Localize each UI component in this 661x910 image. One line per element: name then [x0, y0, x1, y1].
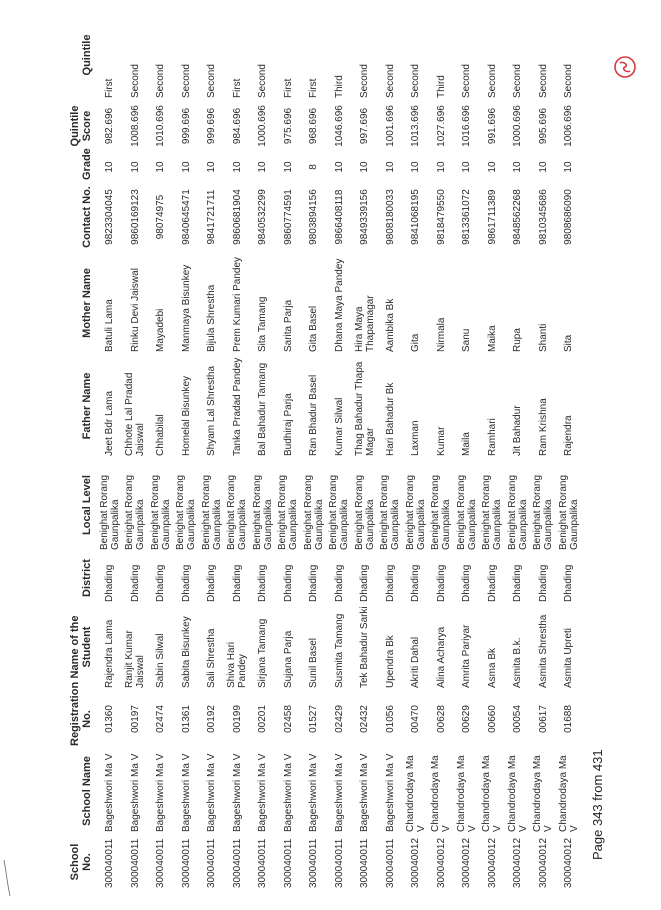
cell-father: Rajendra [563, 415, 575, 456]
table-row [505, 10, 531, 890]
table-row [327, 10, 353, 890]
cell-school-name: Chandrodaya Ma V [455, 755, 478, 832]
cell-score: 1016.696 [461, 105, 473, 147]
cell-contact: 9818479550 [435, 189, 447, 245]
cell-contact: 9808180033 [384, 189, 396, 245]
cell-reg-no: 01361 [180, 705, 192, 733]
cell-contact: 9840532299 [257, 189, 269, 245]
cell-mother: Rinku Devi Jaiswal [129, 268, 141, 352]
cell-local-level: Benighat Rorang Gaunpalika [481, 474, 504, 550]
cell-father: Chhote Lal Pradad Jaiswal [124, 372, 147, 456]
cell-school-name: Bageshwori Ma V [282, 753, 294, 832]
cell-student: Sirjana Tamang [257, 618, 269, 688]
cell-school-name: Bageshwori Ma V [129, 753, 141, 832]
table-row [531, 10, 557, 890]
cell-district: Dhading [537, 564, 549, 602]
cell-reg-no: 02429 [333, 705, 345, 733]
table-row [556, 10, 582, 890]
cell-local-level: Benighat Rorang Gaunpalika [557, 474, 580, 550]
cell-local-level: Benighat Rorang Gaunpalika [98, 474, 121, 550]
cell-local-level: Benighat Rorang Gaunpalika [430, 474, 453, 550]
cell-father: Bal Bahadur Tamang [257, 362, 269, 456]
cell-grade: 10 [384, 161, 396, 173]
cell-reg-no: 00201 [257, 705, 269, 733]
table-row [148, 10, 174, 890]
cell-grade: 10 [129, 161, 141, 173]
cell-grade: 10 [180, 161, 192, 173]
cell-district: Dhading [359, 564, 371, 602]
cell-score: 999.696 [206, 107, 218, 145]
cell-score: 1000.696 [512, 105, 524, 147]
cell-score: 991.696 [486, 107, 498, 145]
cell-mother: Dhana Maya Pandey [333, 258, 345, 352]
cell-school-name: Chandrodaya Ma V [481, 755, 504, 832]
cell-grade: 10 [104, 161, 116, 173]
cell-reg-no: 00470 [410, 705, 422, 733]
cell-contact: 98074975 [155, 194, 167, 240]
header-district: District [81, 559, 93, 597]
cell-contact: 9823304045 [104, 189, 116, 245]
cell-mother: Bijula Shrestha [206, 284, 218, 352]
cell-grade: 10 [537, 161, 549, 173]
cell-school-name: Bageshwori Ma V [359, 753, 371, 832]
cell-score: 995.696 [537, 107, 549, 145]
cell-district: Dhading [155, 564, 167, 602]
cell-father: Ramhari [486, 418, 498, 456]
cell-quintile: Second [206, 64, 218, 98]
cell-mother: Sanu [461, 328, 473, 352]
cell-school-name: Bageshwori Ma V [257, 753, 269, 832]
cell-grade: 10 [206, 161, 218, 173]
cell-reg-no: 01360 [104, 705, 116, 733]
cell-contact: 9813361072 [461, 189, 473, 245]
cell-local-level: Benighat Rorang Gaunpalika [404, 474, 427, 550]
cell-local-level: Benighat Rorang Gaunpalika [353, 474, 376, 550]
cell-school-no: 300040011 [257, 838, 269, 888]
cell-school-name: Chandrodaya Ma V [532, 755, 555, 832]
table-row [480, 10, 506, 890]
cell-score: 1000.696 [257, 105, 269, 147]
table-row [199, 10, 225, 890]
cell-score: 975.696 [282, 107, 294, 145]
cell-school-name: Bageshwori Ma V [308, 753, 320, 832]
cell-district: Dhading [104, 564, 116, 602]
cell-grade: 10 [435, 161, 447, 173]
cell-district: Dhading [486, 564, 498, 602]
cell-local-level: Benighat Rorang Gaunpalika [455, 474, 478, 550]
cell-local-level: Benighat Rorang Gaunpalika [175, 474, 198, 550]
cell-school-no: 300040011 [231, 838, 243, 888]
cell-student: Sali Shrestha [206, 628, 218, 688]
cell-reg-no: 00197 [129, 705, 141, 733]
cell-contact: 9861711389 [486, 189, 498, 245]
cell-quintile: Second [563, 64, 575, 98]
cell-quintile: Second [384, 64, 396, 98]
cell-school-name: Bageshwori Ma V [180, 753, 192, 832]
cell-district: Dhading [333, 564, 345, 602]
cell-school-no: 300040012 [537, 837, 549, 888]
cell-school-no: 300040012 [461, 837, 473, 888]
cell-score: 999.696 [180, 107, 192, 145]
table-row [301, 10, 327, 890]
header-local-level: Local Level [81, 475, 93, 535]
cell-reg-no: 00629 [461, 705, 473, 733]
header-registration-no: Registration No. [69, 681, 93, 746]
cell-student: Sabin Silwal [155, 633, 167, 688]
cell-reg-no: 00054 [512, 705, 524, 733]
cell-student: Upendra Bk [384, 635, 396, 688]
cell-school-no: 300040012 [410, 837, 422, 888]
header-contact-no: Contact No. [81, 186, 93, 248]
table-row [250, 10, 276, 890]
cell-reg-no: 02474 [155, 705, 167, 733]
cell-student: Ranjit Kumar Jaiswal [124, 630, 147, 688]
cell-school-no: 300040011 [308, 838, 320, 888]
cell-quintile: First [282, 78, 294, 98]
cell-student: Akriti Dahal [410, 636, 422, 688]
cell-father: Shyam Lal Shrestha [206, 365, 218, 456]
cell-mother: Batuli Lama [104, 299, 116, 352]
cell-school-no: 300040011 [282, 838, 294, 888]
cell-contact: 9860774591 [282, 189, 294, 245]
cell-local-level: Benighat Rorang Gaunpalika [379, 474, 402, 550]
cell-quintile: First [104, 78, 116, 98]
cell-local-level: Benighat Rorang Gaunpalika [277, 474, 300, 550]
cell-father: Thag Bahadur Thapa Magar [353, 361, 376, 456]
cell-quintile: Second [537, 64, 549, 98]
cell-local-level: Benighat Rorang Gaunpalika [506, 474, 529, 550]
cell-district: Dhading [512, 564, 524, 602]
cell-grade: 10 [257, 161, 269, 173]
cell-score: 1006.696 [563, 105, 575, 147]
cell-school-no: 300040012 [486, 837, 498, 888]
table-row [123, 10, 149, 890]
header-row [45, 10, 97, 890]
cell-school-no: 300040011 [155, 838, 167, 888]
cell-grade: 10 [512, 161, 524, 173]
cell-contact: 9860681904 [231, 189, 243, 245]
cell-score: 1010.696 [155, 105, 167, 147]
cell-school-no: 300040011 [333, 838, 345, 888]
cell-student: Rajendra Lama [104, 619, 116, 688]
cell-student: Asmita B.k. [512, 637, 524, 688]
cell-school-name: Bageshwori Ma V [333, 753, 345, 832]
table-row [97, 10, 123, 890]
cell-mother: Mayadebi [155, 308, 167, 352]
header-school-name: School Name [81, 756, 93, 826]
cell-grade: 10 [155, 161, 167, 173]
table-row [276, 10, 302, 890]
cell-school-no: 300040011 [180, 838, 192, 888]
cell-quintile: First [231, 78, 243, 98]
cell-district: Dhading [384, 564, 396, 602]
page-number-label: Page 343 from 431 [590, 749, 605, 860]
cell-father: Chhabilal [155, 414, 167, 456]
table-row [403, 10, 429, 890]
cell-father: Ran Bhadur Basel [308, 374, 320, 456]
cell-local-level: Benighat Rorang Gaunpalika [226, 474, 249, 550]
header-grade: Grade [81, 148, 93, 180]
cell-contact: 9841721711 [206, 189, 218, 245]
cell-mother: Gita [410, 333, 422, 352]
cell-district: Dhading [257, 564, 269, 602]
cell-contact: 9849339156 [359, 189, 371, 245]
cell-contact: 9866408118 [333, 189, 345, 245]
cell-district: Dhading [129, 564, 141, 602]
cell-mother: Sita Tamang [257, 296, 269, 352]
cell-school-name: Bageshwori Ma V [155, 753, 167, 832]
cell-grade: 10 [333, 161, 345, 173]
cell-quintile: First [308, 78, 320, 98]
cell-grade: 10 [563, 161, 575, 173]
cell-father: Tanka Pradad Pandey [231, 357, 243, 456]
cell-reg-no: 02458 [282, 705, 294, 733]
cell-school-name: Bageshwori Ma V [206, 753, 218, 832]
cell-local-level: Benighat Rorang Gaunpalika [532, 474, 555, 550]
cell-school-name: Chandrodaya Ma V [557, 755, 580, 832]
margin-scribble-icon [2, 858, 12, 898]
cell-score: 982.696 [104, 107, 116, 145]
cell-school-no: 300040012 [563, 837, 575, 888]
cell-student: Sabita Bisunkey [180, 616, 192, 688]
cell-school-name: Bageshwori Ma V [231, 753, 243, 832]
cell-district: Dhading [410, 564, 422, 602]
cell-reg-no: 01688 [563, 705, 575, 733]
header-father-name: Father Name [81, 372, 93, 440]
cell-district: Dhading [180, 564, 192, 602]
cell-mother: Sita [563, 334, 575, 352]
cell-father: Hari Bahadur Bk [384, 382, 396, 456]
cell-student: Amrita Pariyar [461, 624, 473, 688]
cell-student: Shiva Hari Pandey [226, 641, 249, 688]
cell-quintile: Second [180, 64, 192, 98]
table-row [429, 10, 455, 890]
cell-grade: 8 [308, 164, 320, 170]
table-body [97, 10, 582, 890]
cell-school-no: 300040011 [129, 838, 141, 888]
cell-reg-no: 00192 [206, 705, 218, 733]
cell-score: 1027.696 [435, 105, 447, 147]
cell-local-level: Benighat Rorang Gaunpalika [200, 474, 223, 550]
cell-reg-no: 00617 [537, 705, 549, 733]
cell-mother: Gita Basel [308, 305, 320, 352]
cell-district: Dhading [461, 564, 473, 602]
table-row [454, 10, 480, 890]
cell-score: 1046.696 [333, 105, 345, 147]
cell-reg-no: 01527 [308, 705, 320, 733]
cell-contact: 9860169123 [129, 189, 141, 245]
cell-student: Susmita Tamang [333, 613, 345, 688]
cell-father: Ram Krishna [537, 398, 549, 456]
cell-contact: 9803894156 [308, 189, 320, 245]
cell-father: Homelal Bisunkey [180, 375, 192, 456]
cell-local-level: Benighat Rorang Gaunpalika [302, 474, 325, 550]
stamp-mark-icon [613, 55, 637, 79]
cell-school-no: 300040011 [384, 838, 396, 888]
cell-student: Alina Acharya [435, 626, 447, 688]
cell-school-no: 300040011 [359, 838, 371, 888]
cell-score: 997.696 [359, 107, 371, 145]
cell-grade: 10 [461, 161, 473, 173]
cell-contact: 9810345686 [537, 189, 549, 245]
cell-district: Dhading [206, 564, 218, 602]
cell-father: Laxman [410, 420, 422, 456]
cell-school-no: 300040011 [104, 838, 116, 888]
cell-score: 984.696 [231, 107, 243, 145]
student-table [45, 10, 582, 890]
cell-student: Asmita Shrestha [537, 614, 549, 688]
cell-reg-no: 02432 [359, 705, 371, 733]
cell-student: Asma Bk [486, 647, 498, 688]
cell-mother: Shanti [537, 323, 549, 352]
cell-mother: Maika [486, 325, 498, 352]
cell-score: 1001.696 [384, 105, 396, 147]
cell-local-level: Benighat Rorang Gaunpalika [328, 474, 351, 550]
cell-score: 968.696 [308, 107, 320, 145]
header-mother-name: Mother Name [81, 268, 93, 338]
cell-district: Dhading [435, 564, 447, 602]
cell-quintile: Second [359, 64, 371, 98]
cell-quintile: Second [410, 64, 422, 98]
cell-mother: Prem Kumari Pandey [231, 256, 243, 352]
cell-father: Budhiraj Parja [282, 393, 294, 456]
cell-mother: Manmaya Bisunkey [180, 264, 192, 352]
cell-mother: Sarita Parja [282, 299, 294, 352]
cell-quintile: Second [155, 64, 167, 98]
cell-reg-no: 00199 [231, 705, 243, 733]
student-table-rotated [45, 10, 615, 890]
cell-local-level: Benighat Rorang Gaunpalika [124, 474, 147, 550]
table-row [174, 10, 200, 890]
cell-reg-no: 00628 [435, 705, 447, 733]
cell-father: Jeet Bdr Lama [104, 390, 116, 456]
cell-student: Asmita Upreti [563, 627, 575, 688]
cell-reg-no: 00660 [486, 705, 498, 733]
cell-quintile: Second [257, 64, 269, 98]
cell-father: Kumar [435, 426, 447, 456]
cell-grade: 10 [231, 161, 243, 173]
cell-district: Dhading [282, 564, 294, 602]
header-school-no: School No. [69, 843, 93, 881]
cell-father: Kumar Silwal [333, 397, 345, 456]
table-row [378, 10, 404, 890]
cell-grade: 10 [410, 161, 422, 173]
cell-school-name: Chandrodaya Ma V [506, 755, 529, 832]
cell-school-name: Bageshwori Ma V [384, 753, 396, 832]
cell-school-no: 300040012 [512, 837, 524, 888]
header-student-name: Name of the Student [69, 615, 93, 679]
cell-quintile: Second [129, 64, 141, 98]
cell-quintile: Second [461, 64, 473, 98]
header-quintile-score: Quintile Score [69, 105, 93, 147]
cell-father: Maila [461, 432, 473, 456]
cell-contact: 9840645471 [180, 189, 192, 245]
cell-father: Jit Bahadur [512, 405, 524, 456]
cell-mother: Hira Maya Thapamagar [353, 295, 376, 352]
cell-school-name: Chandrodaya Ma V [404, 755, 427, 832]
cell-quintile: Second [486, 64, 498, 98]
cell-local-level: Benighat Rorang Gaunpalika [149, 474, 172, 550]
cell-contact: 9841068195 [410, 189, 422, 245]
cell-contact: 9808686090 [563, 189, 575, 245]
cell-local-level: Benighat Rorang Gaunpalika [251, 474, 274, 550]
table-row [225, 10, 251, 890]
cell-school-no: 300040011 [206, 838, 218, 888]
cell-mother: Nirmala [435, 317, 447, 352]
cell-grade: 10 [486, 161, 498, 173]
cell-student: Sujana Parja [282, 630, 294, 688]
cell-district: Dhading [231, 564, 243, 602]
table-row [352, 10, 378, 890]
cell-reg-no: 01056 [384, 705, 396, 733]
cell-school-name: Chandrodaya Ma V [430, 755, 453, 832]
cell-quintile: Third [333, 75, 345, 98]
cell-district: Dhading [563, 564, 575, 602]
cell-district: Dhading [308, 564, 320, 602]
cell-quintile: Third [435, 75, 447, 98]
cell-school-name: Bageshwori Ma V [104, 753, 116, 832]
cell-student: Tek Bahadur Sarki [359, 606, 371, 688]
cell-grade: 10 [359, 161, 371, 173]
cell-quintile: Second [512, 64, 524, 98]
cell-contact: 9848562268 [512, 189, 524, 245]
cell-grade: 10 [282, 161, 294, 173]
cell-score: 1013.696 [410, 105, 422, 147]
header-quintile: Quintile [81, 34, 93, 76]
cell-student: Sunil Basel [308, 637, 320, 688]
cell-school-no: 300040012 [435, 837, 447, 888]
cell-mother: Rupa [512, 328, 524, 352]
cell-mother: Aambika Bk [384, 298, 396, 352]
cell-score: 1008.696 [129, 105, 141, 147]
